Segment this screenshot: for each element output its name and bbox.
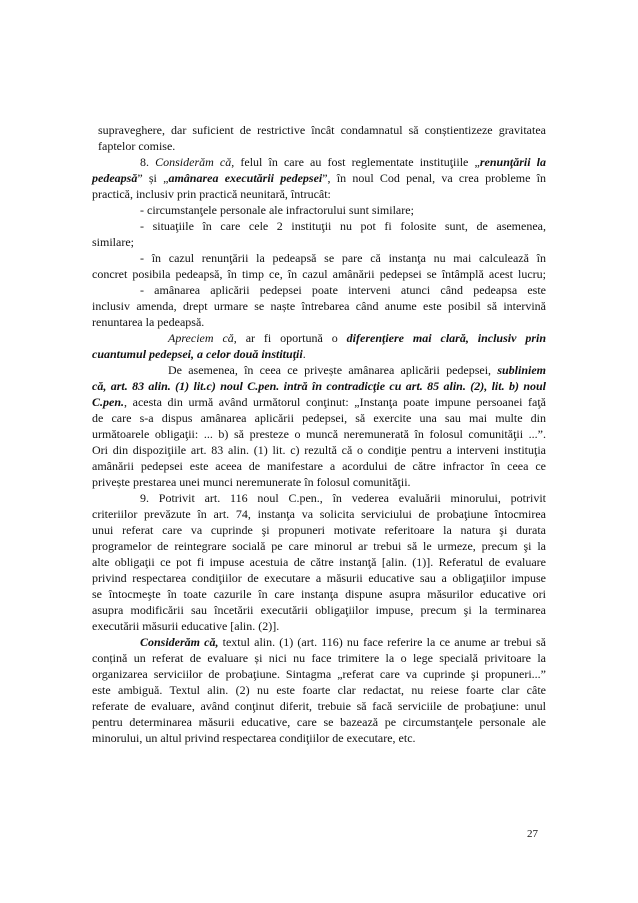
- text-segment: renuntarea la pedeapsă.: [92, 315, 205, 329]
- emphasized-text: renunţării la: [479, 155, 546, 169]
- text-segment: similare;: [92, 235, 134, 249]
- text-line: [92, 506, 546, 522]
- text-segment: privește prestarea unei munci neremunerate în folosul comunităţii.: [92, 475, 411, 489]
- text-segment: - circumstanţele personale ale infractorului sunt similare;: [140, 203, 414, 217]
- text-segment: amânării pedepsei este aceea de manifestare a acordului de către infractor în ceea ce: [92, 459, 546, 473]
- text-line: [98, 122, 546, 138]
- text-segment: .: [302, 347, 306, 361]
- text-segment: privind respectarea condiţiilor de executare a măsurii educative sau a obligaţiilor impuse: [92, 571, 546, 585]
- text-segment: concret posibila pedeapsă, în timp ce, în cazul amânării pedepsei se întâmplă acest lucru;: [92, 267, 546, 281]
- text-line: [140, 154, 546, 170]
- text-line: [92, 714, 546, 730]
- text-segment: pentru determinarea măsurii educative, care se bazează pe circumstanţele personale ale: [92, 715, 546, 729]
- text-line: [92, 666, 546, 682]
- text-line: [92, 170, 546, 186]
- text-line: [92, 474, 546, 490]
- text-line: [140, 250, 546, 266]
- text-segment: faptelor comise.: [98, 139, 176, 153]
- text-segment: următoarele obligaţii: ... b) să presteze o muncă neremunerată în folosul comunităţii ...”.: [92, 427, 546, 441]
- text-segment: programelor de reintegrare socială pe care minorul ar trebui să le urmeze, precum şi la: [92, 539, 546, 553]
- text-line: [92, 346, 546, 362]
- text-line: [140, 282, 546, 298]
- text-line: [92, 730, 546, 746]
- text-line: [92, 682, 546, 698]
- emphasized-text: Considerăm că,: [140, 635, 219, 649]
- text-segment: se întocmeşte în toate cazurile în care instanţa dispune asupra măsurilor educative ori: [92, 587, 546, 601]
- text-line: [140, 218, 546, 234]
- text-segment: de care s-a dispus amânarea aplicării pedepsei, să exercite una sau mai multe din: [92, 411, 546, 425]
- text-segment: 9. Potrivit art. 116 noul C.pen., în vederea evaluării minorului, potrivit: [140, 491, 546, 505]
- emphasized-text: amânarea executării pedepsei: [168, 171, 323, 185]
- text-line: [92, 426, 546, 442]
- text-line: [92, 234, 546, 250]
- text-segment: supraveghere, dar suficient de restrictive încât condamnatul să conștientizeze gravitatea: [98, 123, 546, 137]
- text-line: [92, 186, 546, 202]
- emphasized-text: Considerăm că: [155, 155, 232, 169]
- text-line: [92, 586, 546, 602]
- text-line: [92, 266, 546, 282]
- text-segment: ” și „: [137, 171, 169, 185]
- emphasized-text: C.pen.: [92, 395, 125, 409]
- text-line: [92, 650, 546, 666]
- text-line: [92, 394, 546, 410]
- text-segment: textul alin. (1) (art. 116) nu face referire la ce anume ar trebui să: [218, 635, 546, 649]
- text-segment: , acesta din urmă având următorul conţinut: „Instanţa poate impune persoanei faţă: [124, 395, 546, 409]
- text-line: [168, 362, 546, 378]
- text-line: [92, 298, 546, 314]
- emphasized-text: cuantumul pedepsei, a celor două instituţii: [92, 347, 303, 361]
- text-line: [92, 442, 546, 458]
- page-number: 27: [527, 828, 538, 840]
- text-segment: inclusiv amenda, drept urmare se naște întrebarea când anume este posibil să intervină: [92, 299, 546, 313]
- text-line: [168, 330, 546, 346]
- text-segment: organizarea serviciilor de probaţiune. Sintagma „referat care va cuprinde şi propuneri...”: [92, 667, 546, 681]
- text-line: [92, 458, 546, 474]
- emphasized-text: că, art. 83 alin. (1) lit.c) noul C.pen. intră în contradicţie cu art. 85 alin. (2), lit. b) noul: [92, 379, 546, 393]
- text-line: [92, 314, 546, 330]
- text-segment: executării măsurii educative [alin. (2)].: [92, 619, 280, 633]
- text-line: [92, 538, 546, 554]
- text-segment: , ar fi oportună o: [233, 331, 347, 345]
- text-line: [92, 602, 546, 618]
- text-segment: minorului, un altul privind respectarea condiţiilor de executare, etc.: [92, 731, 416, 745]
- text-segment: 8.: [140, 155, 156, 169]
- text-segment: practică, inclusiv prin practică neunitară, întrucât:: [92, 187, 331, 201]
- emphasized-text: Apreciem că: [168, 331, 234, 345]
- text-segment: - amânarea aplicării pedepsei poate interveni atunci când pedeapsa este: [140, 283, 546, 297]
- text-segment: este ambiguă. Textul alin. (2) nu este foarte clar redactat, nu reiese foarte clar câte: [92, 683, 546, 697]
- emphasized-text: pedeapsă: [92, 171, 138, 185]
- emphasized-text: subliniem: [497, 363, 546, 377]
- emphasized-text: diferenţiere mai clară, inclusiv prin: [346, 331, 546, 345]
- text-line: [92, 378, 546, 394]
- text-segment: alte obligaţii ce pot fi impuse acestuia de către instanţă [alin. (1)]. Referatul de evaluare: [92, 555, 546, 569]
- text-segment: Ori din dispoziţiile art. 83 alin. (1) lit. c) rezultă că o condiţie pentru a interveni instituţia: [92, 443, 546, 457]
- text-line: [140, 634, 546, 650]
- text-line: [140, 490, 546, 506]
- text-segment: asupra modificării sau încetării executării obligaţiilor impuse, precum şi la terminarea: [92, 603, 546, 617]
- text-line: [92, 698, 546, 714]
- text-segment: conțină un referat de evaluare și nici nu face trimitere la o lege specială privitoare la: [92, 651, 546, 665]
- text-line: [92, 522, 546, 538]
- text-segment: unui referat care va cuprinde şi propuneri motivate referitoare la natura şi durata: [92, 523, 546, 537]
- text-line: [92, 570, 546, 586]
- text-segment: - situaţiile în care cele 2 instituţii nu pot fi folosite sunt, de asemenea,: [140, 219, 546, 233]
- text-line: [140, 202, 546, 218]
- text-segment: - în cazul renunţării la pedeapsă se pare că instanţa nu mai calculează în: [140, 251, 546, 265]
- text-segment: , felul în care au fost reglementate instituţiile „: [231, 155, 480, 169]
- text-segment: referate de evaluare, având conţinut diferit, trebuie să facă serviciile de probaţiune: unul: [92, 699, 546, 713]
- text-line: [92, 618, 546, 634]
- text-segment: De asemenea, în ceea ce privește amânarea aplicării pedepsei,: [168, 363, 498, 377]
- text-line: [98, 138, 546, 154]
- text-segment: criteriilor prevăzute în art. 74, instanţa va solicita serviciului de probaţiune întocmirea: [92, 507, 546, 521]
- text-segment: ”, în noul Cod penal, va crea probleme în: [322, 171, 547, 185]
- text-line: [92, 410, 546, 426]
- text-line: [92, 554, 546, 570]
